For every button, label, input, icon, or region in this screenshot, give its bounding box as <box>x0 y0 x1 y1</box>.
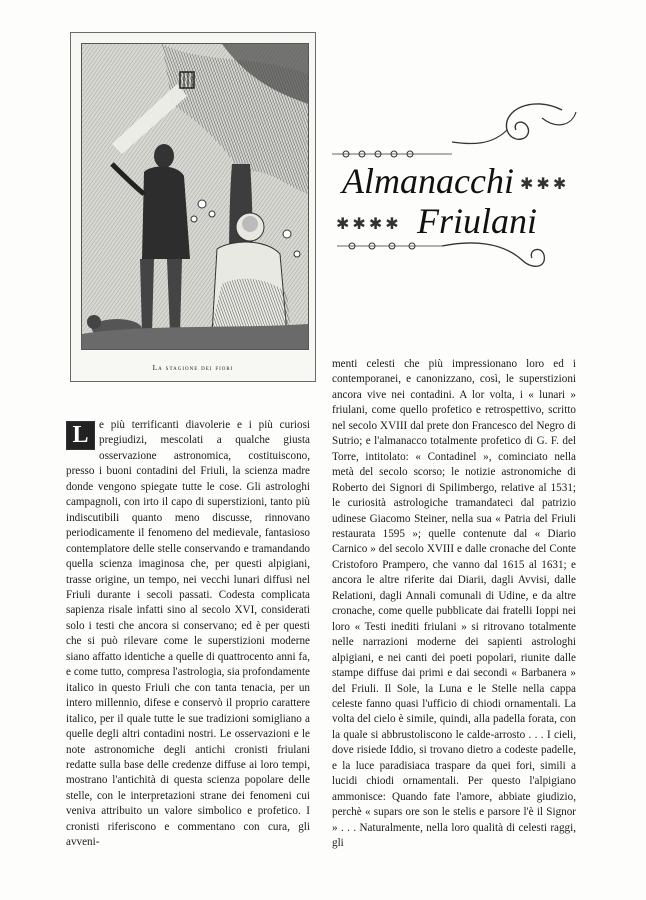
title-line-1: Almanacchi <box>342 161 514 201</box>
left-column-text: e più terrificanti diavolerie e i più curiosi pregiudizi, mescolati a qualche giusta osservazione astronomica, costituiscono, presso i buoni contadini del Friuli, la scienza madre donde vengono spiegate tutte le cose. Gli astrologhi campagnoli, con irto il capo di superstizioni, tanto più indiscutibili quanto meno discusse, rinnovano periodicamente il fenomeno del medievale, fantasioso contemplatore delle stelle conservando e tramandando quella scienza imaginosa che, per questi alpigiani, trasse origine, un tempo, nei vecchi lunari diffusi nel Friuli durante i secoli passati. Codesta complicata sapienza risale infatti sino al secolo XVI, considerati solo i testi che ancora si conservano; ed è per questi che si può rilevare come le superstizioni moderne siano affatto identiche a quelle di quattrocento anni fa, e come tutto, compresa l'astrologia, sia profondamente italico in questo Friuli che con tanta tenacia, per un intero millennio, difese e conservò il proprio carattere italico, per il quale tutte le sue tradizioni somigliano a quelle degli altri contadini nostri. Le osservazioni e le note astronomiche degli antichi cronisti friulani redatte sulla base delle credenze diffuse ai loro tempi, mostrano l'antichità di questa scienza popolare delle stelle, con le interpretazioni strane dei fenomeni cui veniva attribuito un valore simbolico e profetico. I cronisti riferiscono e commentano con cura, gli avveni- <box>66 419 310 849</box>
article-column-left <box>66 418 310 851</box>
article-paragraph <box>66 418 310 851</box>
stars-icon: ✱✱✱✱ <box>336 216 402 233</box>
article-column-right <box>332 357 576 852</box>
illustration-plate <box>70 32 316 382</box>
plate-caption: La stagione dei fiori <box>152 363 234 372</box>
dropcap: L <box>66 421 95 450</box>
title-line-2: Friulani <box>417 201 538 241</box>
stars-icon: ✱✱✱ <box>520 176 570 193</box>
title-block <box>332 90 582 290</box>
right-column-text: menti celesti che più impressionano loro ed i contemporanei, e canonizzano, così, le superstizioni ancora vive nei contadini. A lor volta, i « lunari » friulani, come quello profetico e retrospettivo, scritto nel secolo XVIII dal prete don Francesco del Negro di Sutrio; e l'almanacco totalmente profetico di G. F. del Torre, intitolato: « Contadinel », cominciato nella metà del secolo scorso; le notizie astronomiche di Roberto dei Signori di Spilimbergo, relative al 1531; le curiosità astrologiche tramandateci dal patrizio udinese Giacomo Steiner, nella sua « Patria del Friuli restaurata 1595 »; quelle contenute dal « Diario Carnico » del secolo XVIII e dalle cronache del Conte Cristoforo Prampero, che vanno dal 1615 al 1631; e ancora le altre riferite dai Diarii, dagli Avvisi, dalle Relationi, dagli Annali comunali di Udine, e da altre cronache, come quelle pubblicate dai fratelli Ioppi nei loro « Testi inediti friulani » si ritrovano totalmente nelle narrazioni moderne dei sapienti astrologhi alpigiani, e nei canti dei poeti popolari, riunite dalle stampe diffuse dai primi e dai secondi « Barbanera » del Friuli. Il Sole, la Luna e le Stelle nella cappa celeste fanno quasi l'ufficio di chiodi ornamentali. La volta del cielo è simile, quindi, alla padella forata, con la quale si abbrustoliscono le calde-arrosto . . . I cieli, dove risiede Iddio, si trovano dietro a codeste padelle, e la luce paradisiaca traspare da quei fori, simili a lucidi chiodi ornamentali. Per questo l'alpigiano ammonisce: Quando fate l'amore, abbiate giudizio, perchè « supars ore son le stelis e parsore l'è il Signor » . . . Naturalmente, nella loro qualità di celesti raggi, gli <box>332 358 576 850</box>
engraving-drawing <box>82 44 308 349</box>
engraving-image <box>81 43 309 350</box>
